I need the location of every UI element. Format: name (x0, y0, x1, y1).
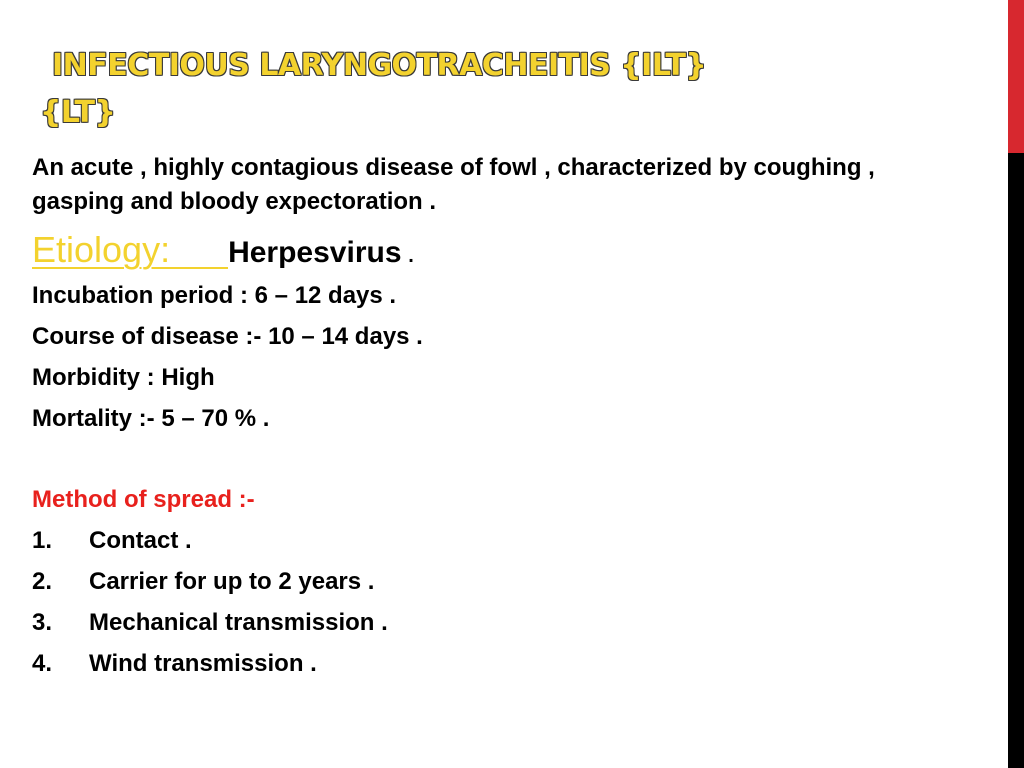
list-item (32, 520, 932, 561)
slide-title-line-1: INFECTIOUS LARYNGOTRACHEITIS {ILT} (52, 48, 707, 83)
fact-morbidity: Morbidity : High (32, 364, 215, 391)
list-item (32, 602, 932, 643)
etiology-value: Herpesvirus (228, 236, 402, 269)
fact-course-of-disease: Course of disease :- 10 – 14 days . (32, 323, 423, 350)
etiology-row (32, 225, 932, 275)
list-item-number: 3. (32, 609, 53, 636)
spacer (32, 439, 932, 479)
list-item (32, 643, 932, 684)
list-item-text: Mechanical transmission . (89, 609, 388, 636)
list-item-number: 1. (32, 527, 53, 554)
side-decoration-accent (1008, 0, 1024, 153)
list-item-text: Carrier for up to 2 years . (89, 568, 375, 595)
etiology-label: Etiology: (32, 229, 171, 270)
list-item-number: 2. (32, 568, 53, 595)
slide-title-line-2: {LT} (40, 95, 116, 130)
list-item (32, 561, 932, 602)
fact-mortality: Mortality :- 5 – 70 % . (32, 405, 270, 432)
slide-body (32, 151, 932, 684)
slide-title (40, 42, 940, 136)
intro-paragraph: An acute , highly contagious disease of fowl , characterized by coughing , gasping and bloody expectoration . (32, 154, 875, 215)
list-item-number: 4. (32, 650, 53, 677)
spread-heading: Method of spread :- (32, 486, 255, 513)
list-item-text: Contact . (89, 527, 192, 554)
etiology-underline (170, 231, 228, 269)
list-item-text: Wind transmission . (89, 650, 317, 677)
etiology-trailing-dot: . (408, 245, 414, 267)
fact-incubation-period: Incubation period : 6 – 12 days . (32, 282, 397, 309)
side-decoration-bar (1008, 0, 1024, 768)
spread-list (32, 520, 932, 684)
